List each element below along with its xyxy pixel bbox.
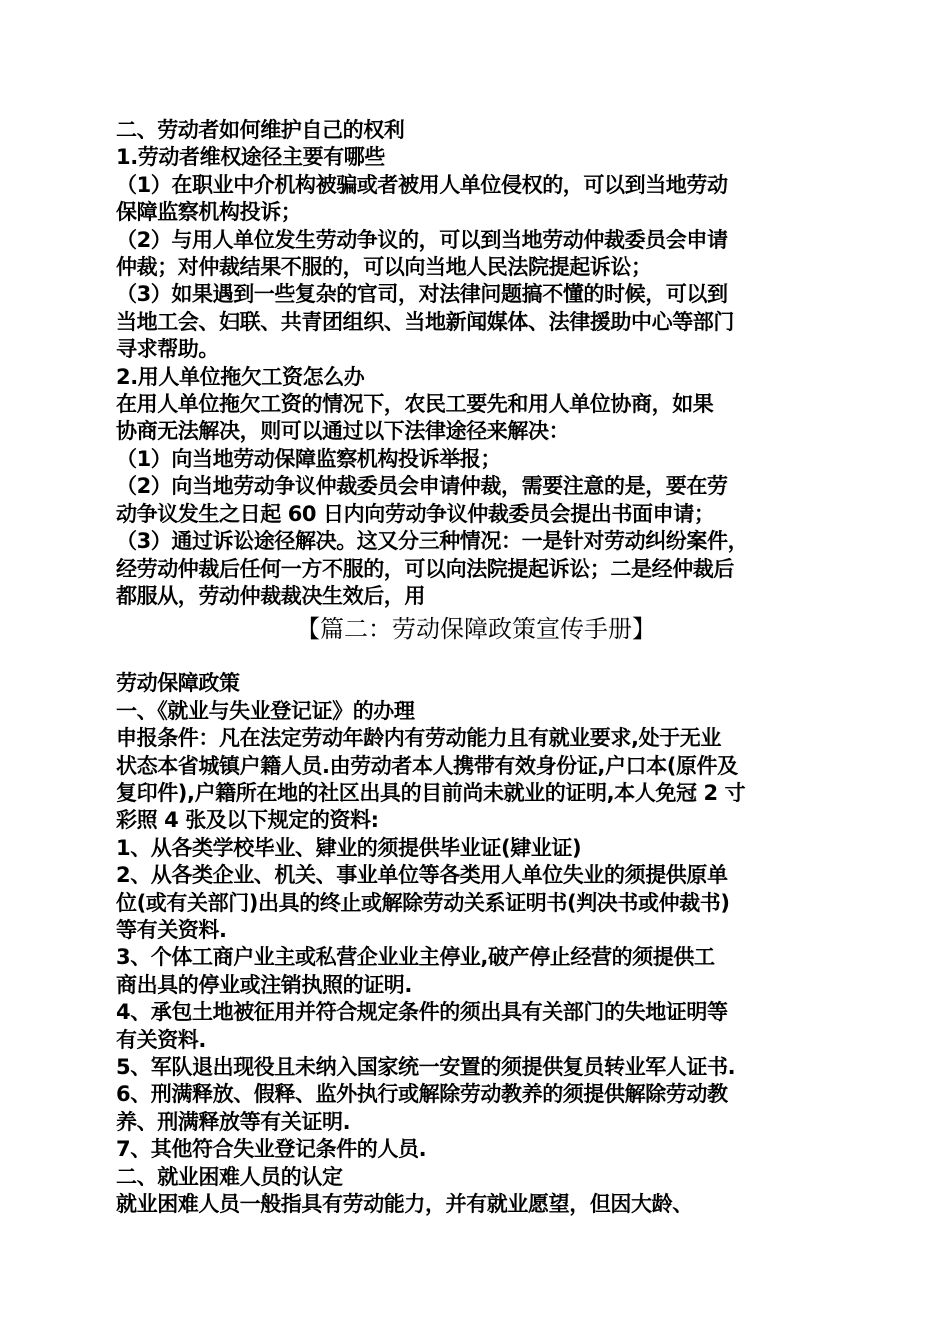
paragraph-line: 保障监察机构投诉； [116, 200, 302, 225]
paragraph-line: 当地工会、妇联、共青团组织、当地新闻媒体、法律援助中心等部门 [116, 309, 734, 334]
paragraph-line: 复印件),户籍所在地的社区出具的目前尚未就业的证明,本人免冠 2 寸 [116, 780, 746, 805]
paragraph-line: 寻求帮助。 [116, 337, 219, 362]
list-item: 5、军队退出现役且未纳入国家统一安置的须提供复员转业军人证书. [116, 1055, 736, 1079]
paragraph-line: 在用人单位拖欠工资的情况下，农民工要先和用人单位协商，如果 [116, 392, 714, 417]
paragraph-line: （3）如果遇到一些复杂的官司，对法律问题搞不懂的时候，可以到 [116, 282, 728, 307]
paragraph-line: 状态本省城镇户籍人员.由劳动者本人携带有效身份证,户口本(原件及 [116, 753, 738, 778]
list-item: 2、从各类企业、机关、事业单位等各类用人单位失业的须提供原单 [116, 863, 728, 888]
list-item: 等有关资料. [116, 917, 227, 942]
spacer [116, 644, 836, 670]
paragraph-line: （1）向当地劳动保障监察机构投诉举报； [116, 446, 502, 471]
list-item: 养、刑满释放等有关证明. [116, 1109, 351, 1134]
paragraph-line: 动争议发生之日起 60 日内向劳动争议仲裁委员会提出书面申请； [116, 501, 715, 526]
list-item: 商出具的停业或注销执照的证明. [116, 972, 412, 997]
list-item: 6、刑满释放、假释、监外执行或解除劳动教养的须提供解除劳动教 [116, 1082, 728, 1107]
paragraph-line: 就业困难人员一般指具有劳动能力，并有就业愿望，但因大龄、 [116, 1192, 693, 1217]
list-item: 4、承包土地被征用并符合规定条件的须出具有关部门的失地证明等 [116, 1000, 728, 1025]
section-title: 劳动保障政策 [116, 671, 240, 696]
list-item: 7、其他符合失业登记条件的人员. [116, 1137, 427, 1162]
paragraph-line: （2）向当地劳动争议仲裁委员会申请仲裁，需要注意的是，要在劳 [116, 474, 728, 499]
paragraph-line: （1）在职业中介机构被骗或者被用人单位侵权的，可以到当地劳动 [116, 172, 728, 197]
paragraph-line: （3）通过诉讼途径解决。这又分三种情况：一是针对劳动纠纷案件， [116, 529, 749, 554]
subsection-title: 一、《就业与失业登记证》的办理 [116, 698, 415, 723]
paragraph-line: 仲裁；对仲裁结果不服的，可以向当地人民法院提起诉讼； [116, 255, 652, 280]
paragraph-line: 彩照 4 张及以下规定的资料: [116, 808, 379, 833]
paragraph-line: 经劳动仲裁后任何一方不服的，可以向法院提起诉讼；二是经仲裁后 [116, 556, 734, 581]
subsection-title: 二、就业困难人员的认定 [116, 1164, 343, 1189]
list-item: 3、个体工商户业主或私营企业业主停业,破产停止经营的须提供工 [116, 945, 715, 970]
list-item: 1、从各类学校毕业、肄业的须提供毕业证(肄业证) [116, 835, 582, 860]
subsection-title: 2.用人单位拖欠工资怎么办 [116, 364, 365, 389]
section-1 [116, 117, 836, 610]
subsection-title: 1.劳动者维权途径主要有哪些 [116, 145, 385, 170]
document-page [116, 117, 836, 1218]
section-title: 二、劳动者如何维护自己的权利 [116, 118, 405, 142]
list-item: 位(或有关部门)出具的终止或解除劳动关系证明书(判决书或仲裁书) [116, 890, 730, 915]
paragraph-line: 都服从，劳动仲裁裁决生效后，用 [116, 583, 425, 608]
paragraph-line: 协商无法解决，则可以通过以下法律途径来解决： [116, 419, 570, 444]
section-2 [116, 670, 836, 1218]
paragraph-line: （2）与用人单位发生劳动争议的，可以到当地劳动仲裁委员会申请 [116, 227, 728, 252]
list-item: 有关资料. [116, 1027, 206, 1052]
chapter-heading: 【篇二：劳动保障政策宣传手册】 [296, 615, 656, 644]
paragraph-line: 申报条件：凡在法定劳动年龄内有劳动能力且有就业要求,处于无业 [116, 726, 721, 751]
